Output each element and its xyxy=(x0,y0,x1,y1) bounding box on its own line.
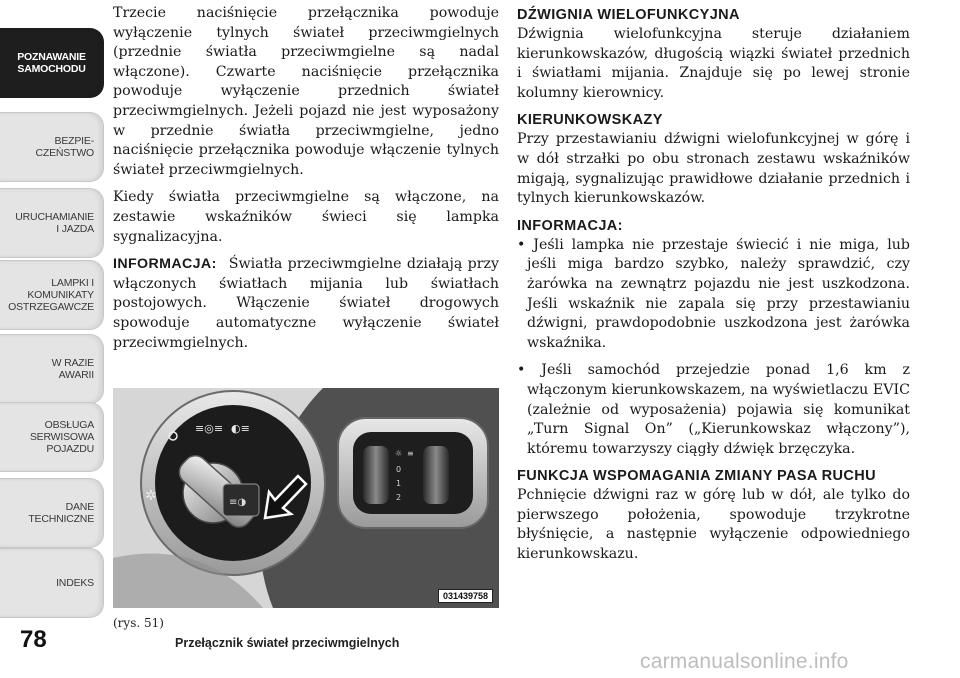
svg-text:≡: ≡ xyxy=(407,449,414,458)
svg-text:✲: ✲ xyxy=(145,488,157,504)
heading-multifunction-lever: DŹWIGNIA WIELOFUNKCYJNA xyxy=(517,7,740,23)
svg-text:0: 0 xyxy=(396,465,402,474)
figure-code: 031439758 xyxy=(438,589,493,603)
heading-turn-signals: KIERUNKOWSKAZY xyxy=(517,112,663,129)
tab-poznawanie-samochodu[interactable]: POZNAWANIE SAMOCHODU xyxy=(0,28,104,98)
tab-dane-techniczne[interactable]: DANE TECHNICZNE xyxy=(0,478,104,548)
paragraph-fog-switch-presses: Trzecie naciśnięcie przełącznika powoduje wyłączenie tylnych świateł przeciwmgielnych (przednie światła przeciwmgielne są nadal włączone). Czwarte naciśnięcie przełącznika powoduje wyłączenie przednich świateł przeciwmgielnych. Jeżeli pojazd nie jest wyposażony w przednie światła przeciwmgielne, jedno naciśnięcie przełącznika powoduje włączenie tylnych świateł przeciwmgielnych. xyxy=(113,5,499,178)
page-number: 78 xyxy=(20,626,47,653)
heading-lane-change-assist: FUNKCJA WSPOMAGANIA ZMIANY PASA RUCHU xyxy=(517,468,877,485)
note-fog-lights xyxy=(113,255,499,353)
paragraph-multifunction-lever: Dźwignia wielofunkcyjna steruje działaniem kierunkowskazów, długością wiązki świateł przednich i światłami mijania. Znajduje się po lewej stronie kolumny kierownicy. xyxy=(517,26,910,101)
svg-text:☼: ☼ xyxy=(395,449,403,458)
fog-light-switch-figure xyxy=(113,388,499,608)
note-label: INFORMACJA: xyxy=(113,256,217,273)
figure-reference: (rys. 51) xyxy=(113,616,164,630)
paragraph-turn-signals: Przy przestawianiu dźwigni wielofunkcyjnej w górę i w dół strzałki po obu stronach zestawu wskaźników migają, sygnalizując prawidłowe działanie przednich i tylnych kierunkowskazów. xyxy=(517,131,910,207)
tab-obsluga-serwisowa[interactable]: OBSŁUGA SERWISOWA POJAZDU xyxy=(0,402,104,472)
paragraph-lane-change-assist: Pchnięcie dźwigni raz w górę lub w dół, ale tylko do pierwszego położenia, spowoduje trzykrotne błyśnięcie, a następnie wyłączenie odpowiedniego kierunkowskazu. xyxy=(517,487,910,563)
tab-bezpieczenstwo[interactable]: BEZPIE- CZEŃSTWO xyxy=(0,112,104,182)
note-text: Światła przeciwmgielne działają przy włączonych światłach mijania lub światłach postojowych. Włączenie świateł drogowych spowoduje automatyczne wyłączenie świateł przeciwmgielnych. xyxy=(113,256,499,351)
bullet-turn-signal-message: • Jeśli samochód przejedzie ponad 1,6 km z włączonym kierunkowskazem, na wyświetlaczu EVIC (zależnie od wyposażenia) pojawia się komunikat „Turn Signal On” („Kierunkowskaz włączony”), któremu towarzyszy ciągły dźwięk brzęczyka. xyxy=(517,362,910,457)
paragraph-fog-indicator: Kiedy światła przeciwmgielne są włączone, na zestawie wskaźników świeci się lampka sygnalizacyjna. xyxy=(113,189,499,245)
fog-light-switch-illustration xyxy=(113,388,499,608)
svg-text:1: 1 xyxy=(396,479,402,488)
svg-text:≡◎≡: ≡◎≡ xyxy=(195,422,224,435)
left-column xyxy=(113,4,499,361)
tab-w-razie-awarii[interactable]: W RAZIE AWARII xyxy=(0,334,104,404)
svg-text:◐≡: ◐≡ xyxy=(231,422,250,435)
tab-uruchamianie-i-jazda[interactable]: URUCHAMIANIE I JAZDA xyxy=(0,188,104,258)
watermark: carmanualsonline.info xyxy=(640,650,849,673)
tab-indeks[interactable]: INDEKS xyxy=(0,548,104,618)
right-column xyxy=(517,4,910,573)
svg-text:≡◑: ≡◑ xyxy=(229,497,247,508)
bullet-bulb-check: • Jeśli lampka nie przestaje świecić i nie miga, lub jeśli miga bardzo szybko, należy sprawdzić, czy żarówka na zewnątrz pojazdu nie jest uszkodzona. Jeśli wskaźnik nie zapala się przy przestawianiu dźwigni, prawdopodobnie uszkodzona jest żarówka wskaźnika. xyxy=(517,236,910,351)
svg-text:2: 2 xyxy=(396,493,402,502)
figure-caption: Przełącznik świateł przeciwmgielnych xyxy=(175,636,400,650)
tab-lampki-i-komunikaty[interactable]: LAMPKI I KOMUNIKATY OSTRZEGAWCZE xyxy=(0,260,104,330)
heading-information: INFORMACJA: xyxy=(517,217,623,234)
